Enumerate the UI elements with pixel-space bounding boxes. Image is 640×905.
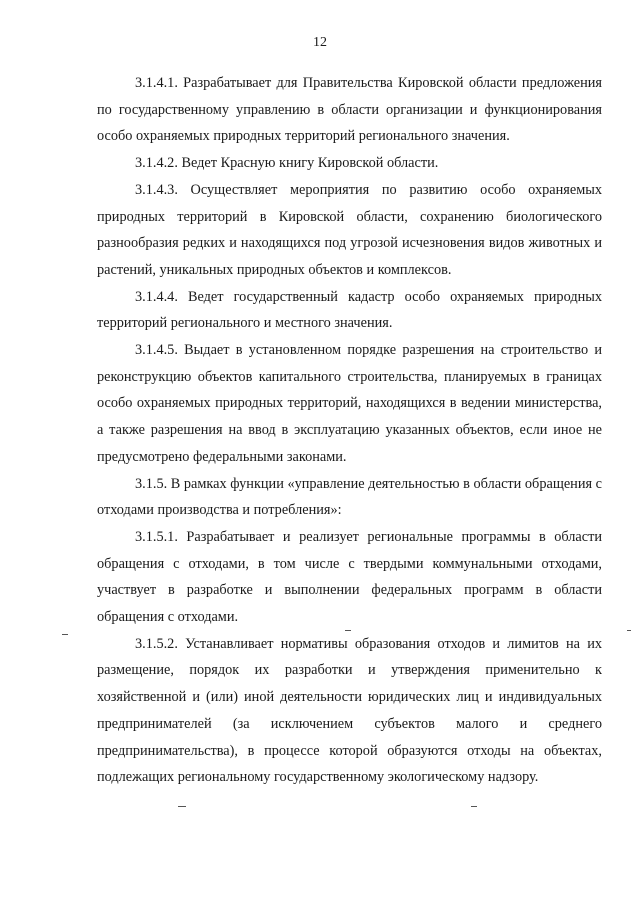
paragraph-3-1-4-4: 3.1.4.4. Ведет государственный кадастр особо охраняемых природных территорий регионального и местного значения. [97,288,602,332]
paragraph-3-1-4-5: 3.1.4.5. Выдает в установленном порядке разрешения на строительство и реконструкцию объектов капитального строительства, планируемых в границах особо охраняемых природных территорий, находящихся в ведении министерства, а также разрешения на ввод в эксплуатацию указанных объектов, если иное не предусмотрено федеральными законами. [97,342,602,465]
document-body [97,70,602,791]
scan-mark [178,806,186,807]
scan-mark [471,806,477,807]
paragraph-3-1-4-1: 3.1.4.1. Разрабатывает для Правительства Кировской области предложения по государственному управлению в области организации и функционирования особо охраняемых природных территорий регионального значения. [97,75,602,145]
paragraph-3-1-5-1: 3.1.5.1. Разрабатывает и реализует региональные программы в области обращения с отходами, в том числе с твердыми коммунальными отходами, участвует в разработке и выполнении федеральных программ в области обращения с отходами. [97,528,602,626]
paragraph-3-1-5: 3.1.5. В рамках функции «управление деятельностью в области обращения с отходами производства и потребления»: [97,475,602,519]
scan-mark [345,630,351,631]
scan-mark [62,634,68,635]
paragraph-3-1-4-3: 3.1.4.3. Осуществляет мероприятия по развитию особо охраняемых природных территорий в Кировской области, сохранению биологического разнообразия редких и находящихся под угрозой исчезновения видов животных и растений, уникальных природных объектов и комплексов. [97,181,602,278]
page-number: 12 [313,35,327,50]
paragraph-3-1-5-2: 3.1.5.2. Устанавливает нормативы образования отходов и лимитов на их размещение, порядок их разработки и утверждения применительно к хозяйственной и (или) иной деятельности юридических лиц и индивидуальных предпринимателей (за исключением субъектов малого и среднего предпринимательства), в процессе которой образуются отходы на объектах, подлежащих региональному государственному экологическому надзору. [97,635,602,786]
scan-mark [627,630,631,631]
paragraph-3-1-4-2: 3.1.4.2. Ведет Красную книгу Кировской области. [135,155,439,172]
